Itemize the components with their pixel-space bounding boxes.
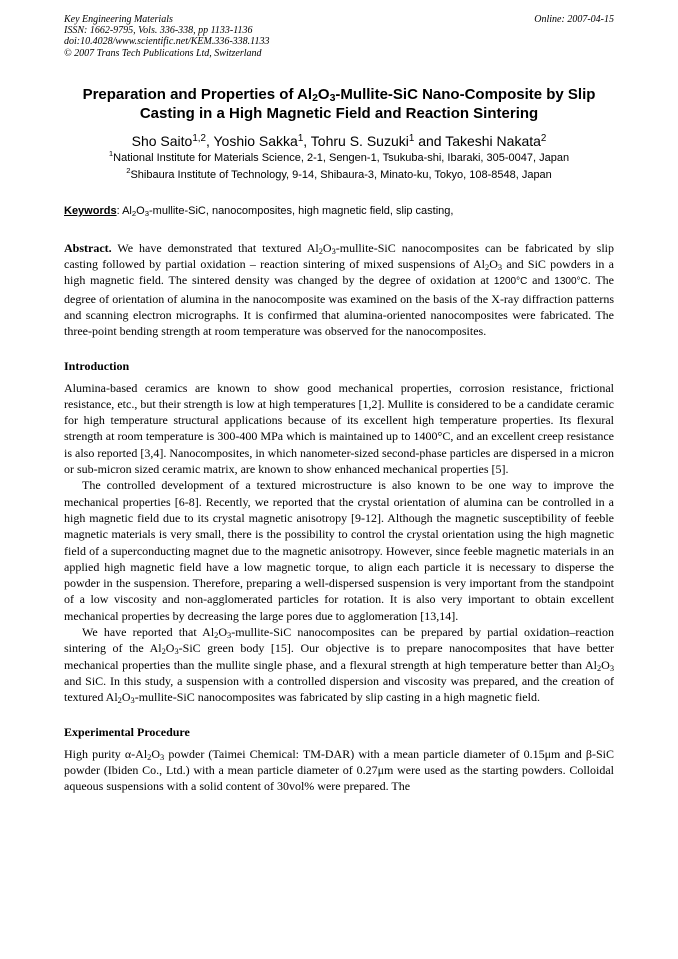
introduction-heading: Introduction xyxy=(64,358,130,373)
journal-name: Key Engineering Materials xyxy=(64,14,173,25)
abstract: Abstract. We have demonstrated that textured $Al_2O_3-mullite$-SiC nanocomposites can be fabricated by slip casting followed by partial oxidation – reaction sintering of mixed suspensions of $Al_2O_3$ and SiC powders in a high magnetic field. The sintered density was changed by the degree of oxidation at 1200°C and 1300°C. The degree of orientation of alumina in the nanocomposite was examined on the basis of the X-ray diffraction patterns and scanning electron micrographs. It is confirmed that alumina-oriented nanocomposites were fabricated. The three-point bending strength at room temperature was observed for the nanocomposites. xyxy=(64,240,615,339)
experimental-heading: Experimental Procedure xyxy=(64,724,190,739)
author-name: Yoshio Sakka xyxy=(213,132,298,149)
keywords-label: Keywords xyxy=(64,204,117,217)
intro-paragraph-1: Alumina-based ceramics are known to show good mechanical properties, corrosion resistance, frictional resistance, etc., but their strength is low at high temperatures [1,2]. Mullite is considered to be a candidate ceramic for high temperature structural applications because of its excellent high temperature properties. Its flexural strength at room temperature is 300-400 MPa which is maintained up to 1400°C, and an excellent creep resistance is also reported [3,4]. Nanocomposites, in which nanometer-sized second-phase particles are dispersed in a micron or sub-micron sized ceramic matrix, are known to show enhanced mechanical properties [5]. xyxy=(64,380,614,477)
journal-header xyxy=(64,14,614,59)
copyright-line: © 2007 Trans Tech Publications Ltd, Switzerland xyxy=(64,47,262,59)
author-name: Tohru S. Suzuki xyxy=(310,132,409,149)
keywords: Keywords: $Al_2O_3-mullite$-SiC, nanocomposites, high magnetic field, slip casting, xyxy=(64,204,454,218)
issn-line: ISSN: 1662-9795, Vols. 336-338, pp 1133-1136 xyxy=(64,25,253,37)
paper-title: Preparation and Properties of $Al_2O_3-Mullite$-SiC Nano-Composite by Slip Casting in a High Magnetic Field and Reaction Sintering xyxy=(82,85,596,122)
online-date: Online: 2007-04-15 xyxy=(534,14,614,25)
author-name: Takeshi Nakata xyxy=(445,132,541,149)
intro-paragraph-3: We have reported that $Al_2O_3-mullite$-SiC nanocomposites can be prepared by partial oxidation–reaction sintering of the $Al_2O_3$-SiC green body [15]. Our objective is to prepare nanocomposites that have better mechanical properties than the mullite single phase, and a flexural strength at high temperature better than $Al_2O_3$ and SiC. In this study, a suspension with a controlled dispersion and viscosity was prepared, and the creation of textured $Al_2O_3-mullite$-SiC nanocomposites was fabricated by slip casting in a high magnetic field. xyxy=(64,625,615,706)
author-name: Sho Saito xyxy=(131,132,193,149)
paper-page xyxy=(64,14,614,794)
author-list: Sho Saito$^{1,2}$, Yoshio Sakka$^1$, Tohru S. Suzuki$^1$ and Takeshi Nakata$^2$ xyxy=(131,132,547,149)
intro-paragraph-2: The controlled development of a textured microstructure is also known to be one way to improve the mechanical properties [6-8]. Recently, we reported that the crystal orientation of alumina can be controlled in a high magnetic field due to its crystal magnetic anisotropy [9-12]. Although the magnetic susceptibility of feeble magnetic materials is very small, there is the possibility to control the crystal orientation using the high magnetic field of a superconducting magnet due to the magnetic anisotropy. However, since feeble magnetic materials in an applied high magnetic field have a low magnetic torque, to align each particle it is necessary to disperse the powder in the suspension. Therefore, preparing a well-dispersed suspension is very important from the standpoint of a low viscosity and non-agglomerated particles for rotation. It is also very important to obtain excellent mechanical properties by decreasing the large pores due to agglomeration [13,14]. xyxy=(64,478,614,623)
abstract-label: Abstract. xyxy=(64,240,112,255)
doi-line: doi:10.4028/www.scientific.net/KEM.336-338.1133 xyxy=(64,36,270,48)
affiliation-2: $^2$Shibaura Institute of Technology, 9-14, Shibaura-3, Minato-ku, Tokyo, 108-8548, Japan xyxy=(126,165,552,181)
experimental-paragraph: High purity $\alpha-Al_2O_3$ powder (Taimei Chemical: TM-DAR) with a mean particle diameter of 0.15μm and β-SiC powder (Ibiden Co., Ltd.) with a mean particle diameter of 0.27μm were used as the starting powders. Colloidal aqueous suspensions with a solid content of 30vol% were prepared. The xyxy=(64,746,614,794)
affiliation-1: $^1$National Institute for Materials Science, 2-1, Sengen-1, Tsukuba-shi, Ibaraki, 305-0047, Japan xyxy=(108,148,570,164)
